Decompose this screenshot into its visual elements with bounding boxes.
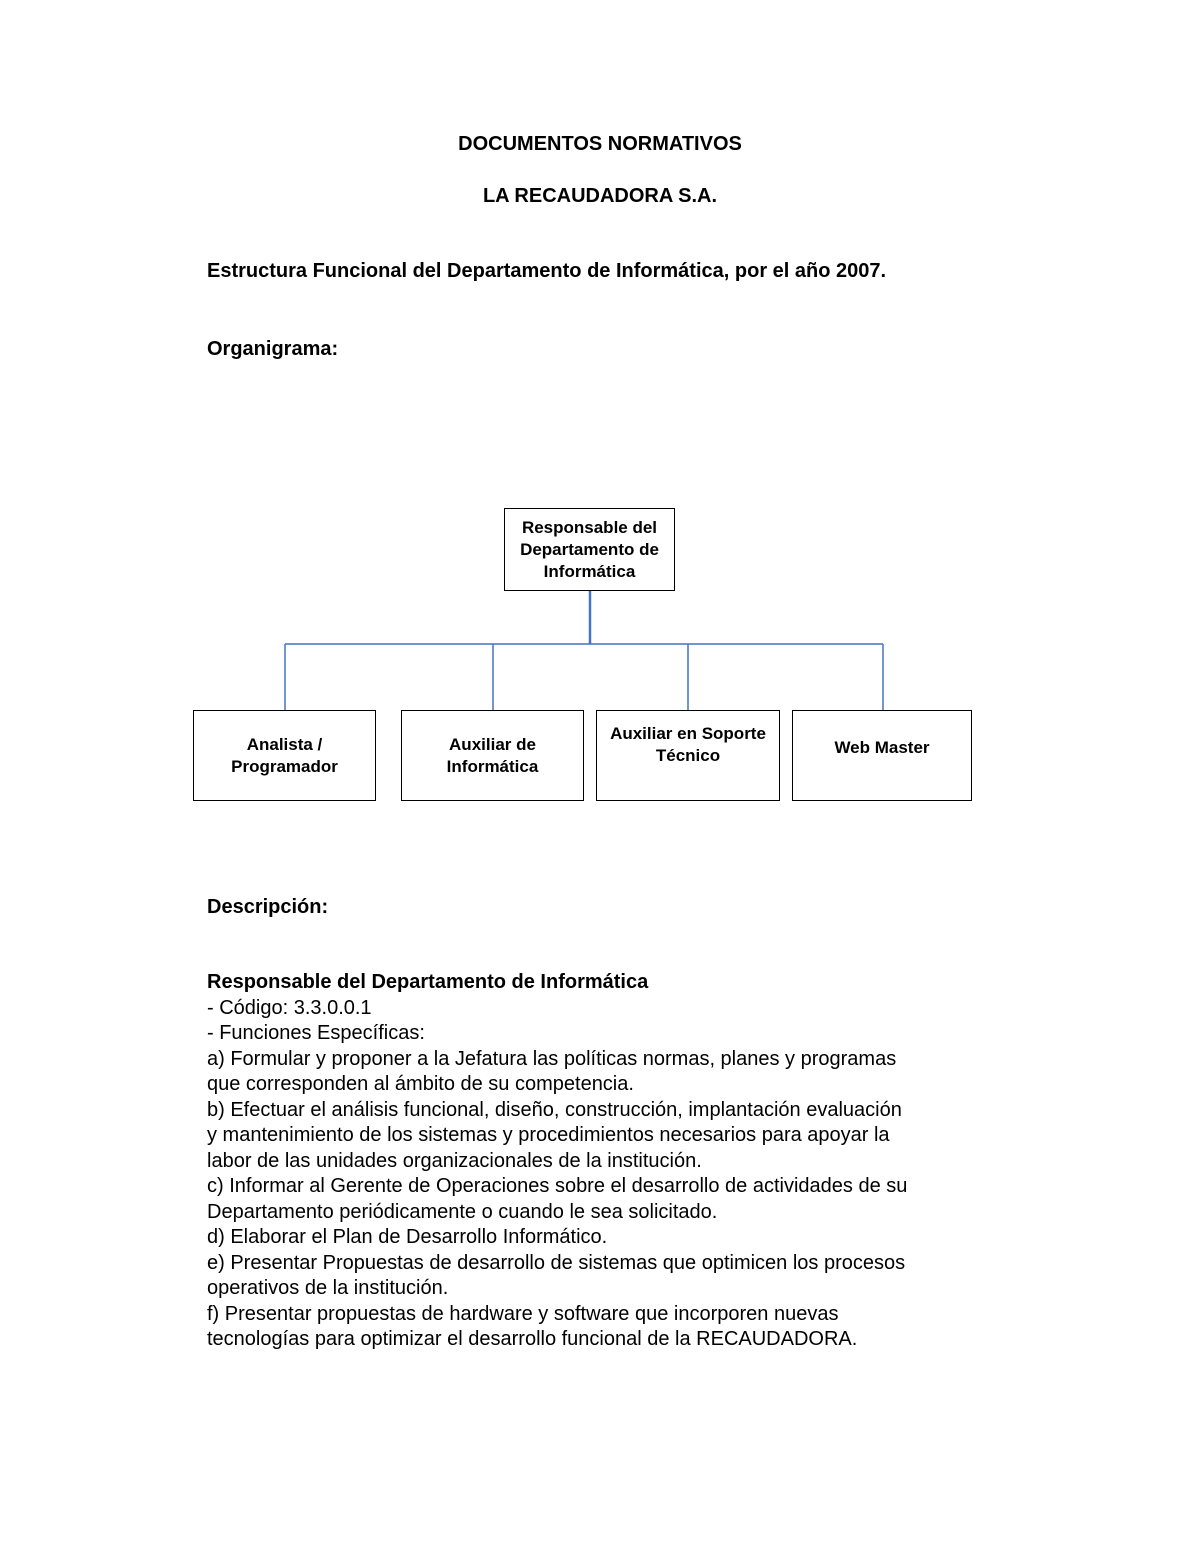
root-line-2: Departamento de <box>520 539 659 559</box>
structure-heading: Estructura Funcional del Departamento de Informática, por el año 2007. <box>207 260 887 282</box>
functions-label: - Funciones Específicas: <box>207 1022 425 1044</box>
function-line: Departamento periódicamente o cuando le sea solicitado. <box>207 1200 718 1223</box>
function-line: operativos de la institución. <box>207 1277 449 1299</box>
role-title: Responsable del Departamento de Informática <box>207 971 649 993</box>
company-name: LA RECAUDADORA S.A. <box>482 185 718 207</box>
soporte-tecnico-line-2: Técnico <box>655 746 721 765</box>
organigrama-label: Organigrama: <box>207 338 339 360</box>
function-line: que corresponden al ámbito de su competencia. <box>207 1073 634 1095</box>
role-code: - Código: 3.3.0.0.1 <box>207 996 372 1019</box>
function-line: b) Efectuar el análisis funcional, diseño, construcción, implantación evaluación <box>207 1098 902 1121</box>
orgchart-box-auxiliar-informatica <box>401 710 584 801</box>
web-master-line-1: Web Master <box>834 737 930 757</box>
descripcion-label: Descripción: <box>207 896 329 918</box>
function-line: a) Formular y proponer a la Jefatura las políticas normas, planes y programas <box>207 1047 897 1070</box>
function-line: labor de las unidades organizacionales de la institución. <box>207 1149 702 1172</box>
analista-line-2: Programador <box>231 756 338 776</box>
function-line: d) Elaborar el Plan de Desarrollo Informático. <box>207 1226 608 1248</box>
orgchart-box-soporte-tecnico <box>596 710 780 801</box>
function-line: f) Presentar propuestas de hardware y software que incorporen nuevas <box>207 1302 839 1325</box>
function-line: c) Informar al Gerente de Operaciones sobre el desarrollo de actividades de su <box>207 1175 908 1197</box>
auxiliar-informatica-line-2: Informática <box>446 756 539 776</box>
description-block <box>207 970 1007 1353</box>
orgchart-box-analista <box>193 710 376 801</box>
root-line-1: Responsable del <box>521 517 658 537</box>
soporte-tecnico-line-1: Auxiliar en Soporte <box>610 724 766 743</box>
analista-line-1: Analista / <box>246 734 323 754</box>
root-line-3: Informática <box>543 561 636 581</box>
orgchart-box-web-master <box>792 710 972 801</box>
auxiliar-informatica-line-1: Auxiliar de <box>449 734 536 754</box>
function-line: tecnologías para optimizar el desarrollo funcional de la RECAUDADORA. <box>207 1328 858 1350</box>
document-title: DOCUMENTOS NORMATIVOS <box>458 133 742 155</box>
function-line: y mantenimiento de los sistemas y procedimientos necesarios para apoyar la <box>207 1124 890 1146</box>
function-line: e) Presentar Propuestas de desarrollo de sistemas que optimicen los procesos <box>207 1251 906 1274</box>
orgchart-root-box <box>504 508 675 591</box>
